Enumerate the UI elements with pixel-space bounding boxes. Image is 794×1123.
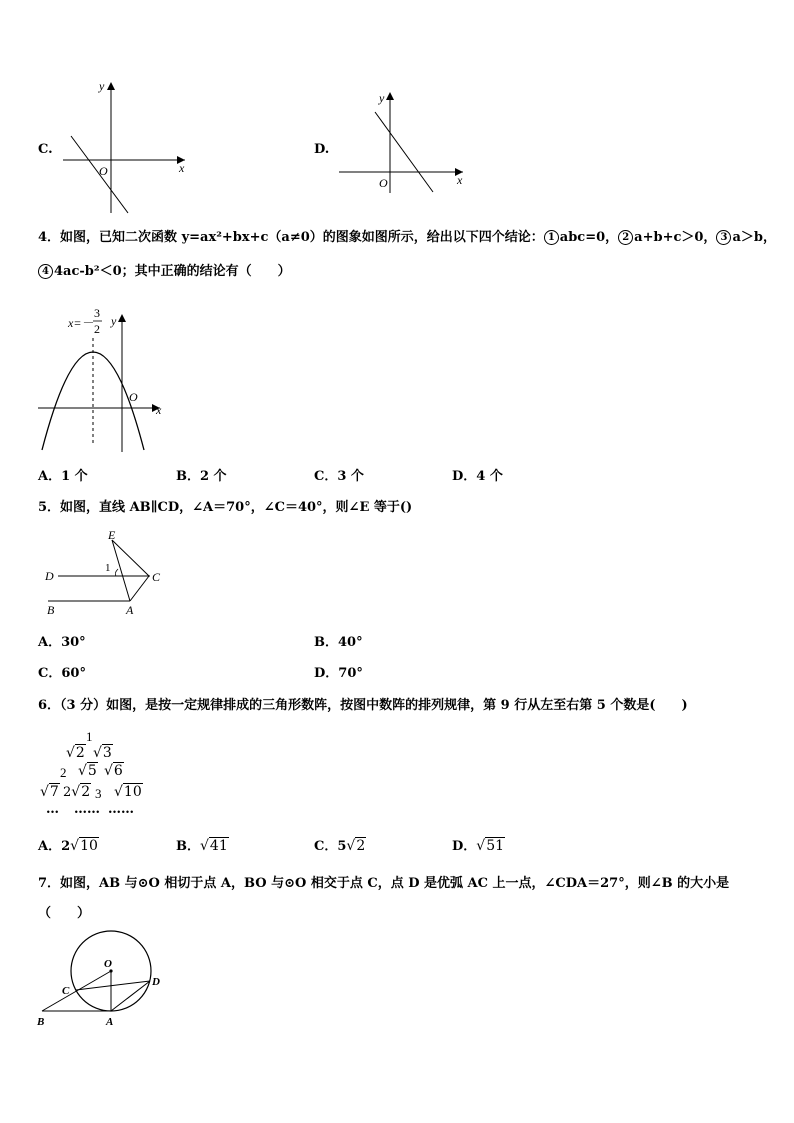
q4-sym-label: x=－	[68, 316, 94, 330]
q6-option-a: A．2√10	[38, 838, 98, 854]
q4-option-d: D．4 个	[452, 469, 503, 484]
q7-line-bo	[42, 971, 111, 1011]
q7-question	[38, 876, 729, 892]
q5-label-a: A	[126, 603, 134, 617]
q4-line1	[38, 230, 776, 246]
q7-line-cd	[76, 981, 150, 990]
q7-paren: （ ）	[38, 906, 91, 921]
q7-number: 7．	[38, 876, 61, 891]
q5-question	[38, 500, 412, 516]
q4-y-label: y	[111, 314, 117, 328]
q4-c1-text: abc=0，	[559, 230, 619, 245]
q6-option-b: B．√41	[176, 838, 228, 854]
q6-row3-a: 2	[60, 765, 67, 780]
q7-text: 如图，AB 与⊙O 相切于点 A，BO 与⊙O 相交于点 C，点 D 是优弧 AC 上一点，∠CDA＝27°，则∠B 的大小是	[60, 876, 730, 891]
q4-origin: O	[129, 390, 138, 404]
q5-label-1: 1	[105, 562, 111, 574]
q5-angle-mark	[115, 569, 118, 576]
q5-text: 如图，直线 AB∥CD，∠A＝70°，∠C＝40°，则∠E 等于()	[60, 500, 413, 515]
q3d-x-label: x	[457, 173, 463, 187]
q4-c2-text: a+b+c＞0，	[634, 230, 717, 245]
q6-question	[38, 698, 688, 714]
q6-row2-a: √2	[66, 745, 85, 761]
q3-graph-c	[55, 78, 195, 218]
q6-dots-b: ……	[74, 802, 100, 817]
q5-option-a: A．30°	[38, 635, 86, 650]
q5-label-b: B	[47, 603, 55, 617]
q4-option-c: C．3 个	[314, 469, 364, 484]
q7-label-b: B	[37, 1016, 45, 1028]
q4-x-label: x	[156, 403, 162, 417]
q5-number: 5．	[38, 500, 61, 515]
q3c-origin: O	[99, 164, 108, 178]
q6-row4-a: √7	[40, 784, 59, 800]
q3-option-d-label: D.	[314, 142, 330, 157]
q7-label-d: D	[152, 976, 160, 988]
q6-row4-d: √10	[114, 784, 142, 800]
q5-option-c: C．60°	[38, 666, 86, 681]
q6-row4-b: 2√2	[63, 784, 91, 800]
q4-c3-text: a＞b，	[732, 230, 776, 245]
q3c-y-arrow	[107, 82, 115, 90]
q4-c4-text: 4ac-b²＜0；其中正确的结论有（ ）	[54, 264, 291, 279]
q4-option-a: A．1 个	[38, 469, 88, 484]
q7-label-c: C	[62, 985, 70, 997]
q6-text: （3 分）如图，是按一定规律排成的三角形数阵，按图中数阵的排列规律，第 9 行从左至右第 5 个数是( )	[60, 698, 688, 713]
q4-y-arrow	[118, 314, 126, 322]
q6-number: 6．	[38, 698, 61, 713]
q4-circle-4: 4	[38, 264, 53, 279]
q3-graph-d	[335, 88, 475, 198]
q5-option-b: B．40°	[314, 635, 363, 650]
q5-figure	[42, 528, 172, 623]
q4-option-b: B．2 个	[176, 469, 227, 484]
q6-row1: 1	[86, 729, 93, 744]
q7-label-o: O	[104, 958, 112, 970]
q3-option-c-label: C.	[38, 142, 53, 157]
q6-dots-a: …	[46, 802, 59, 817]
q6-option-d: D．√51	[452, 838, 505, 854]
q4-circle-3: 3	[716, 230, 731, 245]
q7-label-a: A	[106, 1016, 114, 1028]
q6-row4-c: 3	[95, 786, 102, 801]
q6-row2-b: √3	[93, 745, 112, 761]
q3d-origin: O	[379, 176, 388, 190]
q3d-y-arrow	[386, 92, 394, 100]
q3c-x-label: x	[179, 161, 185, 175]
q4-parabola-graph	[36, 300, 176, 460]
q3c-y-label: y	[99, 79, 105, 93]
q4-frac-num: 3	[94, 306, 100, 320]
q5-option-d: D．70°	[314, 666, 363, 681]
q5-label-d: D	[45, 569, 54, 583]
q3d-y-label: y	[379, 91, 385, 105]
q5-label-c: C	[152, 570, 161, 584]
q4-number: 4．	[38, 230, 61, 245]
q4-circle-2: 2	[618, 230, 633, 245]
q4-circle-1: 1	[544, 230, 559, 245]
q7-figure	[34, 926, 174, 1031]
q4-line2	[38, 264, 291, 280]
q5-line-ca	[130, 576, 149, 601]
q6-option-c: C．5√2	[314, 838, 366, 854]
q4-text-a: 如图，已知二次函数 y=ax²+bx+c（a≠0）的图象如图所示，给出以下四个结论：	[60, 230, 544, 245]
q5-label-e: E	[108, 528, 116, 542]
q6-row3-c: √6	[104, 763, 123, 779]
q4-frac-den: 2	[94, 322, 100, 336]
q6-row3-b: √5	[78, 763, 97, 779]
q6-dots-c: ……	[108, 802, 134, 817]
